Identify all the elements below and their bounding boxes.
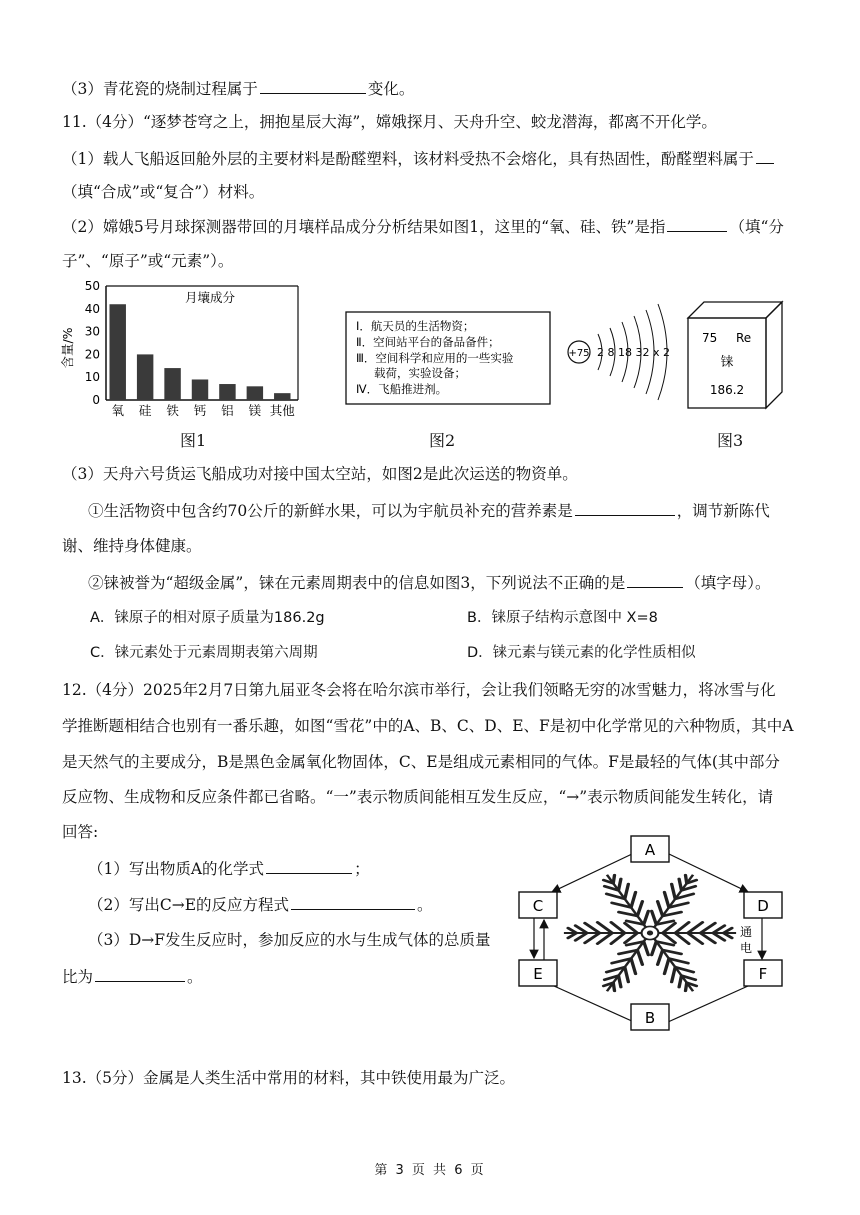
electrolysis-label-2: 电 bbox=[739, 941, 753, 955]
element-symbol: Re bbox=[736, 331, 752, 345]
x-tick-label: 铝 bbox=[221, 403, 234, 418]
q12-part3-line2 bbox=[62, 966, 203, 987]
supply-item-2: Ⅱ．空间站平台的备品备件； bbox=[356, 335, 500, 349]
atom-electron-shells: 2 8 18 32 x 2 bbox=[597, 346, 670, 359]
q12-part2 bbox=[88, 894, 433, 915]
q12-part3: （3）D→F发生反应时，参加反应的水与生成气体的总质量 bbox=[88, 931, 491, 949]
node-f-label: F bbox=[758, 965, 768, 983]
q12-part2-text: （2）写出C→E的反应方程式 bbox=[88, 896, 290, 914]
q11-part3: （3）天舟六号货运飞船成功对接中国太空站，如图2是此次运送的物资单。 bbox=[62, 465, 578, 483]
q12-part1-text: （1）写出物质A的化学式 bbox=[88, 860, 265, 878]
figure2-caption: 图2 bbox=[429, 431, 456, 450]
option-b[interactable]: B．铼原子结构示意图中 X=8 bbox=[467, 610, 658, 626]
bar bbox=[274, 393, 290, 400]
y-tick-label: 40 bbox=[84, 301, 100, 316]
supply-item-3: Ⅲ．空间科学和应用的一些实验 bbox=[356, 351, 514, 365]
y-tick-label: 30 bbox=[84, 324, 100, 339]
figure1-bar-chart bbox=[58, 278, 308, 418]
y-axis-label: 含量/% bbox=[60, 327, 75, 369]
q10-part3-text: （3）青花瓷的烧制过程属于 bbox=[62, 80, 258, 98]
q11-part3-1-line2: 谢、维持身体健康。 bbox=[62, 537, 202, 555]
atomic-number: 75 bbox=[702, 331, 718, 345]
q11-part3-1-text: ①生活物资中包含约70公斤的新鲜水果，可以为宇航员补充的营养素是 bbox=[88, 502, 573, 520]
q10-part3-tail: 变化。 bbox=[367, 80, 415, 98]
figure1-caption: 图1 bbox=[180, 431, 207, 450]
line-f-b bbox=[668, 986, 748, 1022]
figure2 bbox=[336, 298, 676, 413]
chart-title: 月壤成分 bbox=[184, 290, 236, 305]
x-tick-label: 镁 bbox=[248, 403, 262, 418]
node-a-label: A bbox=[644, 841, 656, 859]
q12-part2-tail: 。 bbox=[417, 896, 433, 914]
x-tick-label: 铁 bbox=[166, 403, 179, 418]
q11-part2-line2: 子”、“原子”或“元素”）。 bbox=[62, 252, 234, 270]
bar bbox=[109, 304, 125, 400]
q12-stem-line1: 12.（4分）2025年2月7日第九届亚冬会将在哈尔滨市举行，会让我们领略无穷的冰雪魅力，将冰雪与化 bbox=[62, 681, 776, 699]
line-e-b bbox=[554, 986, 634, 1022]
answer-blank[interactable] bbox=[266, 858, 352, 874]
y-tick-label: 0 bbox=[92, 393, 100, 407]
cube-side-face bbox=[766, 302, 782, 408]
bar bbox=[137, 354, 153, 400]
q11-part3-1-tail: ，调节新陈代 bbox=[676, 502, 770, 520]
node-c-label: C bbox=[532, 897, 544, 915]
supply-item-3-cont: 载荷，实验设备； bbox=[374, 366, 466, 380]
q11-part3-2 bbox=[88, 572, 770, 593]
figure3-caption: 图3 bbox=[717, 431, 744, 450]
bar bbox=[219, 384, 235, 400]
node-b-label: B bbox=[644, 1009, 656, 1027]
x-tick-label: 其他 bbox=[269, 403, 295, 418]
bar bbox=[192, 379, 208, 400]
node-d-label: D bbox=[757, 897, 769, 915]
q13-stem: 13.（5分）金属是人类生活中常用的材料，其中铁使用最为广泛。 bbox=[62, 1069, 516, 1087]
q12-part3-line2-tail: 。 bbox=[187, 968, 203, 986]
answer-blank[interactable] bbox=[627, 572, 683, 588]
q12-stem-line2: 学推断题相结合也别有一番乐趣，如图“雪花”中的A、B、C、D、E、F是初中化学常见的六种物质，其中A bbox=[62, 717, 794, 735]
answer-blank[interactable] bbox=[756, 148, 774, 164]
q10-part3 bbox=[62, 78, 414, 99]
answer-blank[interactable] bbox=[95, 966, 185, 982]
supply-item-4: Ⅳ．飞船推进剂。 bbox=[356, 382, 448, 396]
bar bbox=[247, 386, 263, 400]
snowflake-icon bbox=[564, 869, 736, 996]
q11-part3-2-text: ②铼被誉为“超级金属”，铼在元素周期表中的信息如图3，下列说法不正确的是 bbox=[88, 574, 626, 592]
answer-blank[interactable] bbox=[291, 894, 415, 910]
x-tick-labels bbox=[111, 403, 295, 418]
answer-blank[interactable] bbox=[260, 78, 366, 94]
atomic-mass: 186.2 bbox=[709, 383, 745, 397]
y-tick-label: 20 bbox=[84, 347, 100, 362]
element-name: 铼 bbox=[720, 355, 734, 370]
q11-part1-line2: （填“合成”或“复合”）材料。 bbox=[62, 183, 265, 201]
y-tick-label: 10 bbox=[84, 370, 100, 385]
q12-part1-tail: ； bbox=[354, 860, 370, 878]
q11-part2-tail: （填“分 bbox=[729, 218, 784, 236]
answer-blank[interactable] bbox=[667, 216, 727, 232]
snowflake-diagram bbox=[510, 832, 810, 1034]
option-a[interactable]: A．铼原子的相对原子质量为186.2g bbox=[90, 610, 325, 626]
node-e-label: E bbox=[533, 965, 543, 983]
y-tick-label: 50 bbox=[84, 279, 100, 293]
bar bbox=[164, 368, 180, 400]
q11-part2-text: （2）嫦娥5号月球探测器带回的月壤样品成分分析结果如图1，这里的“氧、硅、铁”是指 bbox=[62, 218, 666, 236]
electrolysis-label-1: 通 bbox=[739, 925, 753, 939]
q12-stem-line5: 回答: bbox=[62, 823, 99, 841]
q11-part3-2-tail: （填字母）。 bbox=[685, 574, 771, 592]
x-tick-label: 钙 bbox=[193, 403, 207, 418]
q12-part3-line2-text: 比为 bbox=[62, 968, 94, 986]
q11-part2 bbox=[62, 216, 784, 237]
q11-part3-1 bbox=[88, 500, 770, 521]
x-tick-label: 硅 bbox=[138, 403, 152, 418]
y-tick-labels bbox=[85, 279, 100, 407]
atom-nucleus-charge: +75 bbox=[568, 348, 590, 359]
option-c[interactable]: C．铼元素处于元素周期表第六周期 bbox=[90, 645, 318, 661]
q11-part1-text: （1）载人飞船返回舱外层的主要材料是酚醛塑料，该材料受热不会熔化，具有热固性，酚醛塑料属于 bbox=[62, 150, 754, 168]
figure3-element-cell bbox=[680, 294, 800, 414]
answer-blank[interactable] bbox=[575, 500, 675, 516]
option-d[interactable]: D．铼元素与镁元素的化学性质相似 bbox=[467, 645, 696, 661]
bars bbox=[109, 304, 290, 400]
supply-item-1: Ⅰ．航天员的生活物资； bbox=[356, 319, 475, 333]
q11-stem: 11.（4分）“逐梦苍穹之上，拥抱星辰大海”，嫦娥探月、天舟升空、蛟龙潜海，都离不开化学。 bbox=[62, 113, 717, 131]
q12-part1 bbox=[88, 858, 370, 879]
q11-part1 bbox=[62, 148, 776, 169]
x-tick-label: 氧 bbox=[111, 403, 124, 418]
page-footer: 第 3 页 共 6 页 bbox=[374, 1163, 486, 1178]
q12-stem-line3: 是天然气的主要成分，B是黑色金属氧化物固体，C、E是组成元素相同的气体。F是最轻的气体(其中部分 bbox=[62, 753, 780, 771]
q12-stem-line4: 反应物、生成物和反应条件都已省略。“一”表示物质间能相互发生反应，“→”表示物质间能发生转化，请 bbox=[62, 788, 774, 806]
